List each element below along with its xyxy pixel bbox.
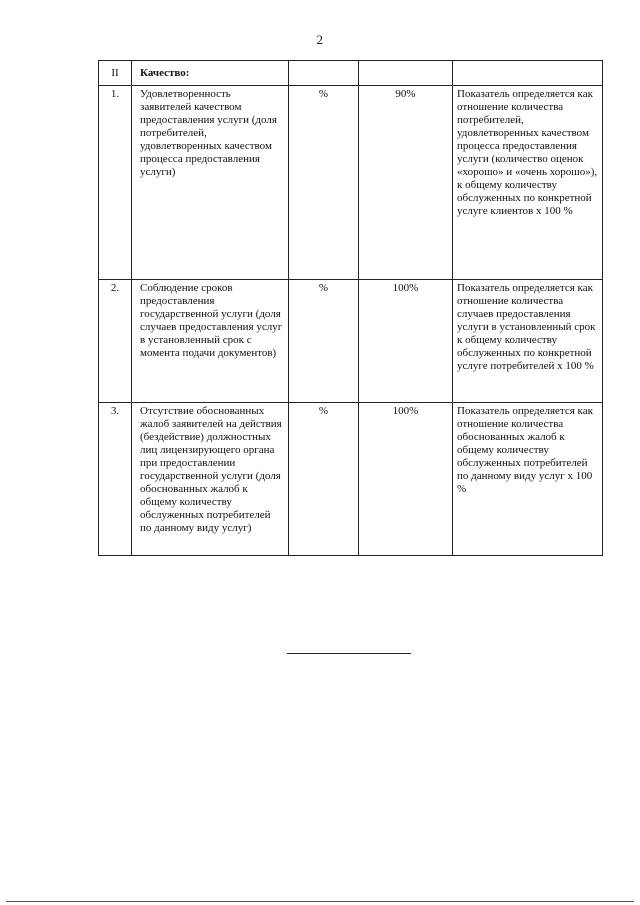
- empty-cell: [359, 61, 453, 86]
- row-number: 3.: [99, 403, 132, 556]
- indicator-description: Показатель определяется как отношение количества потребителей, удовлетворенных качеством процесса предоставления услуги (количество оценок «хорошо» и «очень хорошо»), к общему количеству обслуженных по конкретной услуге клиентов х 100 %: [453, 86, 603, 280]
- indicator-name: Отсутствие обоснованных жалоб заявителей на действия (бездействие) должностных лиц лицензирующего органа при предоставлении государственной услуги (доля обоснованных жалоб к общему количеству обслуженных потребителей по данному виду услуг): [132, 403, 289, 556]
- row-number: 2.: [99, 280, 132, 403]
- page-bottom-border: [6, 901, 634, 902]
- indicator-description: Показатель определяется как отношение количества обоснованных жалоб к общему количеству обслуженных потребителей по данному виду услуг х 100 %: [453, 403, 603, 556]
- indicator-name: Удовлетворенность заявителей качеством предоставления услуги (доля потребителей, удовлетворенных качеством процесса предоставления услуги): [132, 86, 289, 280]
- row-number: 1.: [99, 86, 132, 280]
- quality-indicators-table: [98, 60, 603, 556]
- closing-rule: [287, 653, 411, 654]
- empty-cell: [289, 61, 359, 86]
- section-title: Качество:: [132, 61, 289, 86]
- indicator-value: 100%: [359, 280, 453, 403]
- indicator-unit: %: [289, 86, 359, 280]
- table-row: [99, 403, 603, 556]
- indicator-value: 100%: [359, 403, 453, 556]
- section-number: II: [99, 61, 132, 86]
- empty-cell: [453, 61, 603, 86]
- table-row: [99, 280, 603, 403]
- table-row: [99, 86, 603, 280]
- section-header-row: [99, 61, 603, 86]
- indicator-name: Соблюдение сроков предоставления государственной услуги (доля случаев предоставления услуг в установленный срок с момента подачи документов): [132, 280, 289, 403]
- indicator-value: 90%: [359, 86, 453, 280]
- indicator-unit: %: [289, 403, 359, 556]
- indicator-description: Показатель определяется как отношение количества случаев предоставления услуги в установленный срок к общему количеству обслуженных по конкретной услуге потребителей х 100 %: [453, 280, 603, 403]
- page-number: 2: [316, 32, 324, 47]
- indicator-unit: %: [289, 280, 359, 403]
